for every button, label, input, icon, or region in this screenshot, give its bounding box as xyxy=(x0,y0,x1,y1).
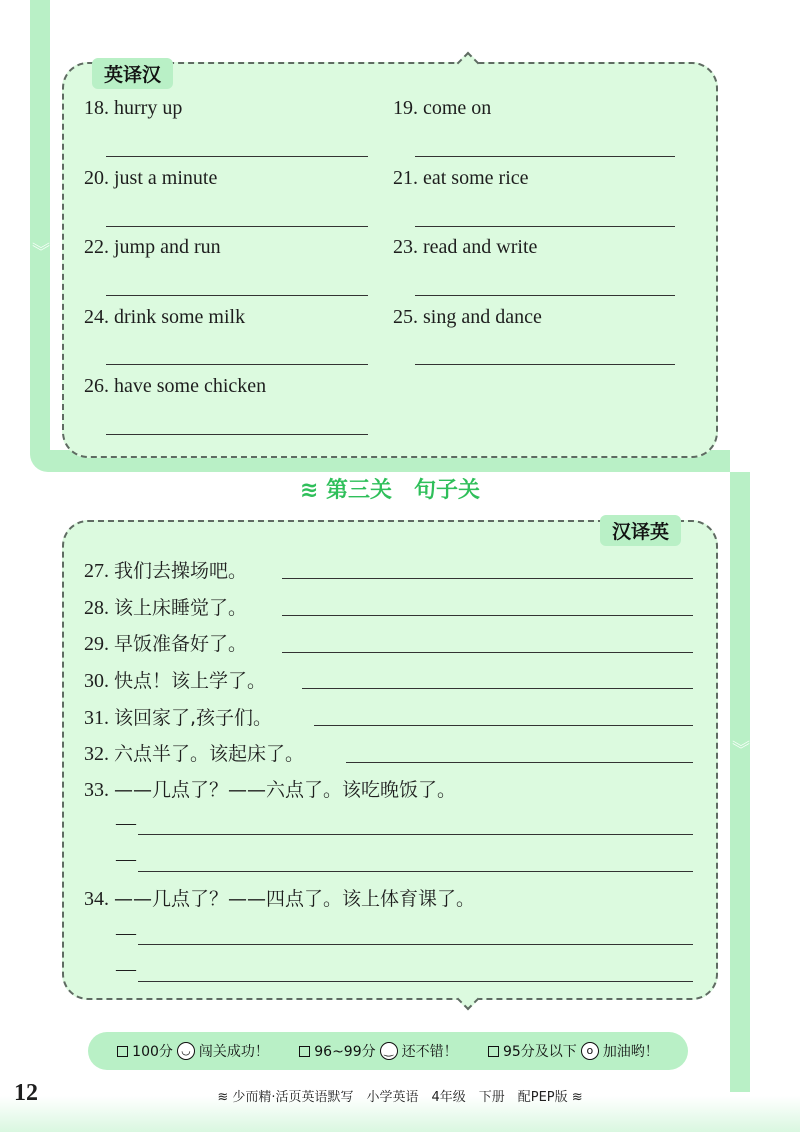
chevron-down-icon: ︾ xyxy=(732,740,750,761)
question-34: 34. ——几点了？——四点了。该上体育课了。 xyxy=(84,888,476,910)
answer-line-24[interactable] xyxy=(106,364,368,365)
footer-text: ≋ 少而精·活页英语默写 小学英语 4年级 下册 配PEP版 ≋ xyxy=(217,1090,583,1105)
question-25: 25. sing and dance xyxy=(393,306,542,328)
question-31: 31. 该回家了,孩子们。 xyxy=(84,707,273,729)
question-19: 19. come on xyxy=(393,97,492,119)
score-bar xyxy=(88,1032,688,1070)
checkbox-95-below[interactable] xyxy=(488,1046,499,1057)
chevron-down-icon: ︾ xyxy=(32,242,50,263)
answer-line-23[interactable] xyxy=(415,295,675,296)
smile-face-icon: ◡ xyxy=(177,1042,195,1060)
dialogue-dash: — xyxy=(116,812,136,834)
section-tag-en-zh: 英译汉 xyxy=(92,58,173,89)
question-29: 29. 早饭准备好了。 xyxy=(84,633,248,655)
cheer-face-icon: o xyxy=(581,1042,599,1060)
section-title: ≋ 第三关 句子关 xyxy=(270,475,510,507)
answer-line-22[interactable] xyxy=(106,295,368,296)
answer-line-20[interactable] xyxy=(106,226,368,227)
neutral-face-icon: ‿ xyxy=(380,1042,398,1060)
question-24: 24. drink some milk xyxy=(84,306,246,328)
answer-line-33a[interactable] xyxy=(138,834,693,835)
score-100: 100分 ◡ 闯关成功！ xyxy=(117,1041,269,1061)
dialogue-dash: — xyxy=(116,848,136,870)
checkbox-100[interactable] xyxy=(117,1046,128,1057)
answer-line-34b[interactable] xyxy=(138,981,693,982)
answer-line-25[interactable] xyxy=(415,364,675,365)
score-96-99: 96~99分 ‿ 还不错！ xyxy=(299,1041,457,1061)
checkbox-96-99[interactable] xyxy=(299,1046,310,1057)
frame-right-stripe xyxy=(730,472,750,1092)
answer-line-18[interactable] xyxy=(106,156,368,157)
question-21: 21. eat some rice xyxy=(393,167,529,189)
section-tag-zh-en: 汉译英 xyxy=(600,515,681,546)
answer-line-21[interactable] xyxy=(415,226,675,227)
frame-left-stripe xyxy=(30,0,50,470)
answer-line-32[interactable] xyxy=(346,762,693,763)
answer-line-26[interactable] xyxy=(106,434,368,435)
question-18: 18. hurry up xyxy=(84,97,183,119)
answer-line-31[interactable] xyxy=(314,725,693,726)
question-26: 26. have some chicken xyxy=(84,375,267,397)
answer-line-28[interactable] xyxy=(282,615,693,616)
answer-line-29[interactable] xyxy=(282,652,693,653)
answer-line-27[interactable] xyxy=(282,578,693,579)
question-27: 27. 我们去操场吧。 xyxy=(84,560,248,582)
question-30: 30. 快点！该上学了。 xyxy=(84,670,267,692)
answer-line-33b[interactable] xyxy=(138,871,693,872)
en-to-zh-panel xyxy=(62,62,718,458)
score-95-below: 95分及以下 o 加油哟！ xyxy=(488,1041,659,1061)
answer-line-34a[interactable] xyxy=(138,944,693,945)
question-22: 22. jump and run xyxy=(84,236,221,258)
answer-line-19[interactable] xyxy=(415,156,675,157)
page-number: 12 xyxy=(14,1080,38,1106)
question-32: 32. 六点半了。该起床了。 xyxy=(84,743,305,765)
wave-icon: ≋ xyxy=(299,478,319,503)
dialogue-dash: — xyxy=(116,922,136,944)
question-23: 23. read and write xyxy=(393,236,538,258)
dialogue-dash: — xyxy=(116,958,136,980)
question-28: 28. 该上床睡觉了。 xyxy=(84,597,248,619)
answer-line-30[interactable] xyxy=(302,688,693,689)
question-33: 33. ——几点了？——六点了。该吃晚饭了。 xyxy=(84,779,457,801)
question-20: 20. just a minute xyxy=(84,167,218,189)
